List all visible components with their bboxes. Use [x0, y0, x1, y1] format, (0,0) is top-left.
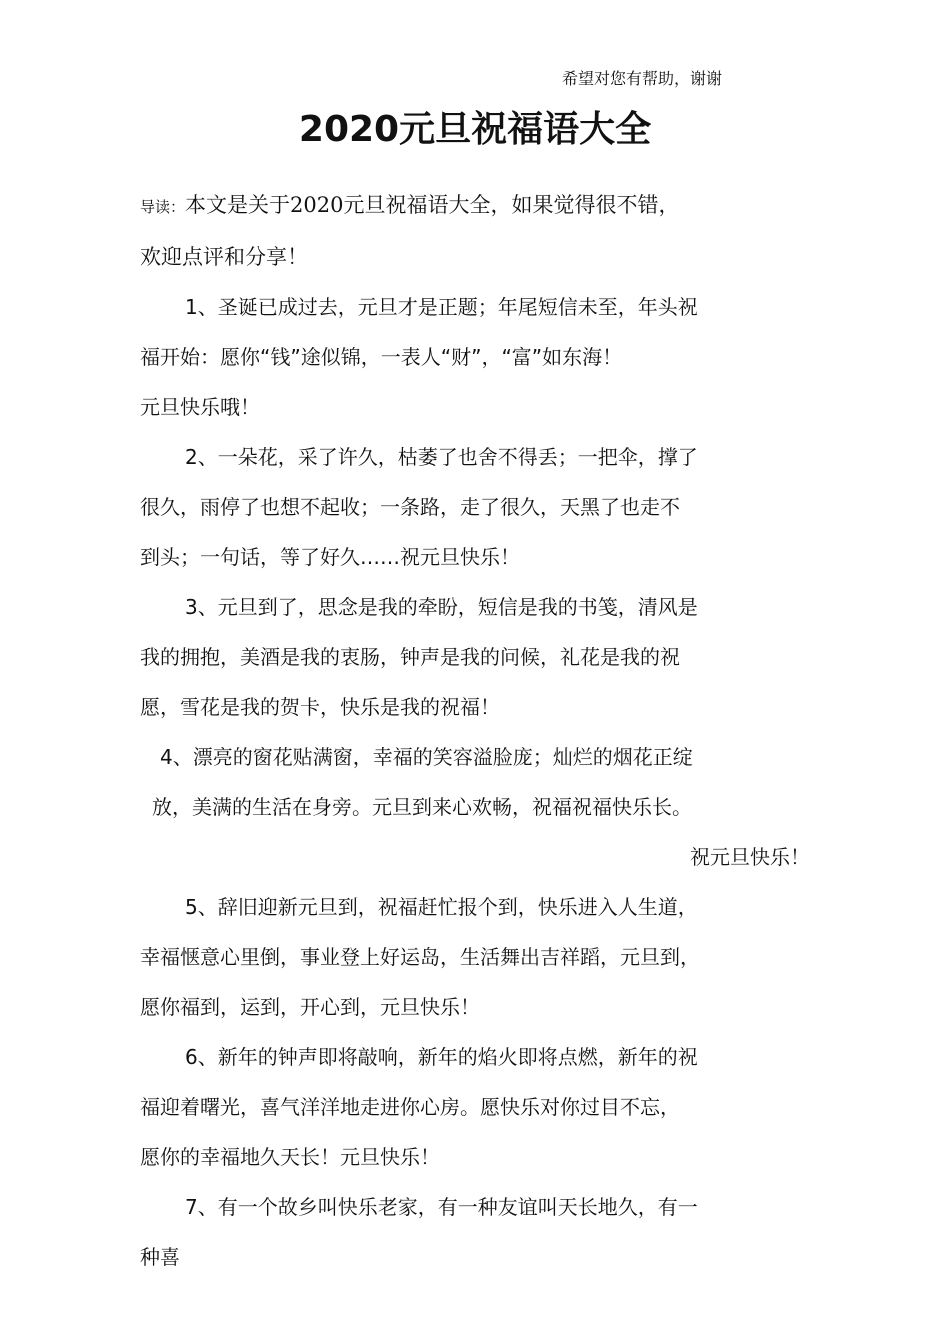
paragraph-7 — [140, 1182, 820, 1282]
paragraph-line: 3、元旦到了，思念是我的牵盼，短信是我的书笺，清风是 — [185, 595, 698, 619]
paragraph-line: 祝元旦快乐！ — [690, 845, 810, 869]
header-note: 希望对您有帮助，谢谢 — [562, 69, 723, 88]
paragraph-6 — [140, 1032, 820, 1182]
paragraph-line: 种喜 — [140, 1245, 180, 1269]
intro-line-1 — [140, 180, 820, 232]
paragraph-line: 6、新年的钟声即将敲响，新年的焰火即将点燃，新年的祝 — [185, 1045, 698, 1069]
paragraph-line: 愿你的幸福地久天长！元旦快乐！ — [140, 1145, 440, 1169]
paragraph-2 — [140, 432, 820, 582]
paragraph-line: 2、一朵花，采了许久，枯萎了也舍不得丢；一把伞，撑了 — [185, 445, 698, 469]
paragraph-line: 愿，雪花是我的贺卡，快乐是我的祝福！ — [140, 695, 500, 719]
paragraph-line: 5、辞旧迎新元旦到，祝福赶忙报个到，快乐进入人生道， — [185, 895, 698, 919]
intro-label: 导读： — [140, 198, 186, 216]
document-title: 2020元旦祝福语大全 — [298, 109, 652, 150]
intro-text: 本文是关于2020元旦祝福语大全，如果觉得很不错， — [185, 193, 680, 217]
paragraph-5 — [140, 882, 820, 1032]
paragraph-line: 很久，雨停了也想不起收；一条路，走了很久，天黑了也走不 — [140, 495, 680, 519]
document-body — [140, 180, 820, 1282]
paragraph-line: 4、漂亮的窗花贴满窗，幸福的笑容溢脸庞；灿烂的烟花正绽 — [160, 745, 693, 769]
paragraph-line: 元旦快乐哦！ — [140, 395, 260, 419]
paragraph-line: 1、圣诞已成过去，元旦才是正题；年尾短信未至，年头祝 — [185, 295, 698, 319]
paragraph-line: 幸福惬意心里倒，事业登上好运岛，生活舞出吉祥蹈，元旦到， — [140, 945, 700, 969]
paragraph-line: 愿你福到，运到，开心到，元旦快乐！ — [140, 995, 480, 1019]
paragraph-3 — [140, 582, 820, 732]
paragraph-line: 7、有一个故乡叫快乐老家，有一种友谊叫天长地久，有一 — [185, 1195, 698, 1219]
paragraph-line: 福开始：愿你“钱”途似锦，一表人“财”，“富”如东海！ — [140, 345, 623, 369]
paragraph-4 — [140, 732, 820, 882]
intro-line-2: 欢迎点评和分享！ — [140, 245, 308, 269]
paragraph-line: 我的拥抱，美酒是我的衷肠，钟声是我的问候，礼花是我的祝 — [140, 645, 680, 669]
paragraph-line: 到头；一句话，等了好久……祝元旦快乐！ — [140, 545, 520, 569]
paragraph-1 — [140, 282, 820, 432]
paragraph-line: 福迎着曙光，喜气洋洋地走进你心房。愿快乐对你过目不忘， — [140, 1095, 680, 1119]
paragraph-line: 放，美满的生活在身旁。元旦到来心欢畅，祝福祝福快乐长。 — [152, 795, 692, 819]
